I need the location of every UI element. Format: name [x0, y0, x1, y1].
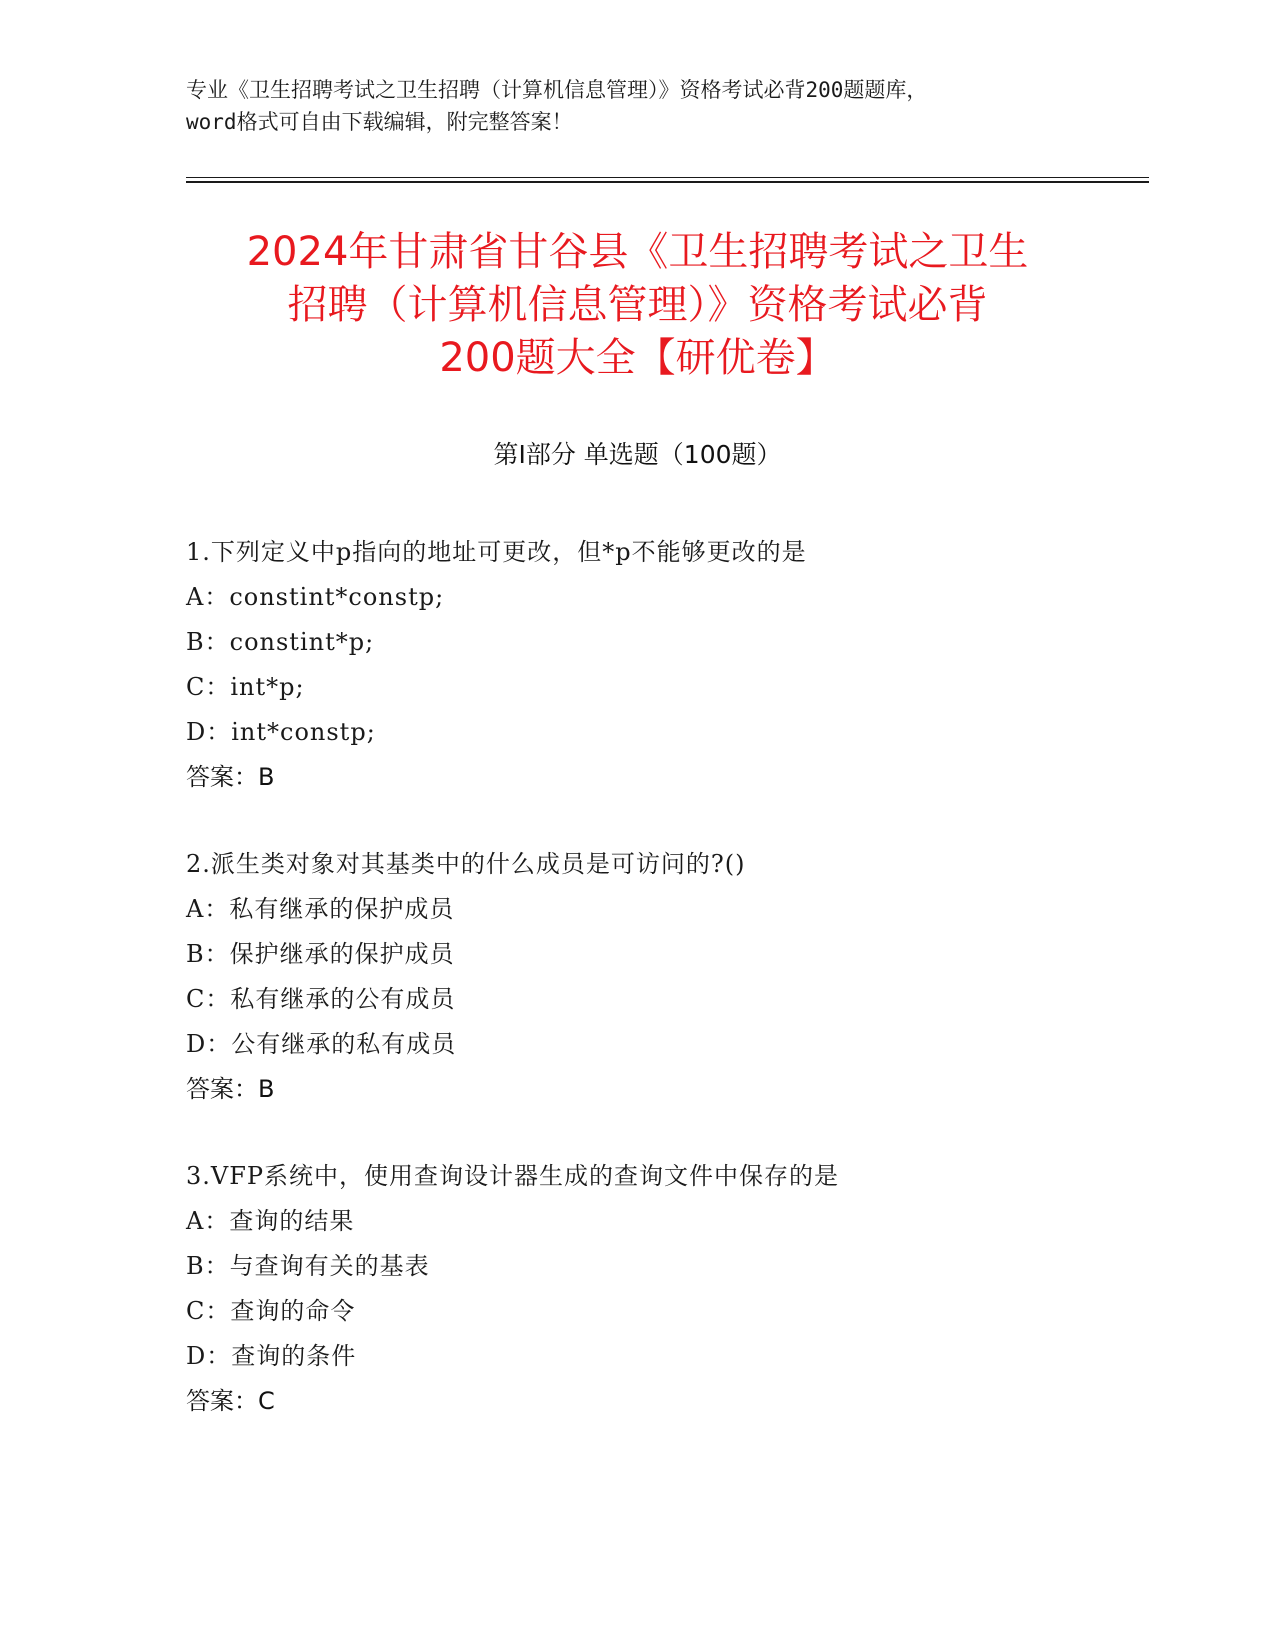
option-b: B：与查询有关的基表	[186, 1252, 430, 1280]
option-d: D：int*constp;	[186, 718, 376, 746]
answer-line: 答案：B	[186, 763, 275, 791]
header-divider-thick	[186, 181, 1149, 183]
document-title	[150, 226, 1125, 385]
question-block-2	[186, 842, 1186, 1112]
header-divider-thin	[186, 177, 1149, 178]
document-title-line-2: 招聘（计算机信息管理）》资格考试必背	[287, 282, 988, 328]
option-c: C：查询的命令	[186, 1297, 356, 1325]
header-note-line-2: word格式可自由下载编辑，附完整答案！	[186, 110, 573, 134]
question-block-3	[186, 1154, 1186, 1424]
option-b: B：constint*p;	[186, 628, 375, 656]
question-list	[186, 530, 1186, 1466]
option-b: B：保护继承的保护成员	[186, 940, 455, 968]
option-d: D：公有继承的私有成员	[186, 1030, 457, 1058]
header-note-line-1: 专业《卫生招聘考试之卫生招聘（计算机信息管理）》资格考试必背200题题库，	[186, 78, 928, 102]
option-a: A：constint*constp;	[186, 583, 445, 611]
option-c: C：私有继承的公有成员	[186, 985, 456, 1013]
option-a: A：私有继承的保护成员	[186, 895, 455, 923]
option-a: A：查询的结果	[186, 1207, 355, 1235]
question-stem: 3.VFP系统中，使用查询设计器生成的查询文件中保存的是	[186, 1162, 840, 1190]
question-block-1	[186, 530, 1186, 800]
question-stem: 2.派生类对象对其基类中的什么成员是可访问的?()	[186, 850, 746, 878]
section-heading: 第Ⅰ部分 单选题（100题）	[493, 440, 782, 469]
document-title-line-3: 200题大全【研优卷】	[439, 335, 836, 381]
answer-line: 答案：C	[186, 1387, 275, 1415]
option-d: D：查询的条件	[186, 1342, 357, 1370]
question-stem: 1.下列定义中p指向的地址可更改，但*p不能够更改的是	[186, 538, 807, 566]
header-note	[186, 74, 1086, 138]
option-c: C：int*p;	[186, 673, 305, 701]
answer-line: 答案：B	[186, 1075, 275, 1103]
document-title-line-1: 2024年甘肃省甘谷县《卫生招聘考试之卫生	[246, 229, 1029, 275]
